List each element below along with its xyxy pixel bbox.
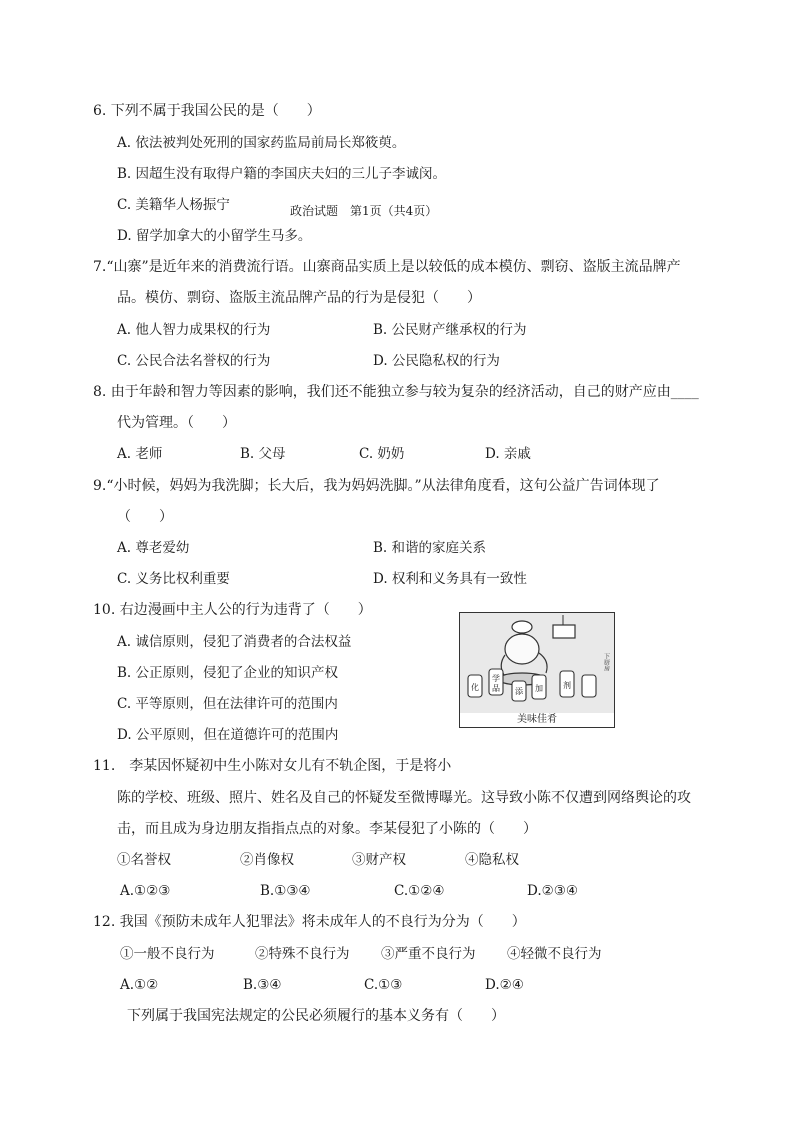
question-11-option-d: D.②③④ bbox=[527, 883, 578, 899]
question-8-stem-line1: 8. 由于年龄和智力等因素的影响，我们还不能独立参与较为复杂的经济活动，自己的财产应由____ bbox=[93, 384, 699, 400]
question-10-option-d: D. 公平原则，但在道德许可的范围内 bbox=[117, 727, 339, 743]
question-12-stem: 12. 我国《预防未成年人犯罪法》将未成年人的不良行为分为（ ） bbox=[93, 914, 526, 930]
question-9-option-c: C. 义务比权利重要 bbox=[117, 571, 230, 587]
question-11-stem-line3: 击，而且成为身边朋友指指点点的对象。李某侵犯了小陈的（ ） bbox=[117, 821, 537, 837]
question-11-option-c: C.①②④ bbox=[394, 883, 445, 899]
question-13-stem: 下列属于我国宪法规定的公民必须履行的基本义务有（ ） bbox=[127, 1008, 505, 1024]
question-11-item-2: ②肖像权 bbox=[240, 852, 294, 868]
question-10-option-a: A. 诚信原则，侵犯了消费者的合法权益 bbox=[117, 634, 352, 650]
question-6-option-c: C. 美籍华人杨振宁 bbox=[117, 197, 230, 213]
question-9-stem-line1: 9.“小时候，妈妈为我洗脚；长大后，我为妈妈洗脚。”从法律角度看，这句公益广告词体现了 bbox=[93, 478, 660, 494]
question-9-option-d: D. 权利和义务具有一致性 bbox=[373, 571, 527, 587]
question-8-option-d: D. 亲戚 bbox=[485, 446, 531, 462]
question-9-option-b: B. 和谐的家庭关系 bbox=[373, 540, 487, 556]
question-9-stem-line2: （ ） bbox=[117, 509, 173, 525]
bottle-label: 化 bbox=[471, 683, 479, 692]
bottle-label: 添 bbox=[515, 687, 523, 696]
question-10-option-b: B. 公正原则，侵犯了企业的知识产权 bbox=[117, 665, 339, 681]
question-12-option-b: B.③④ bbox=[243, 977, 282, 993]
question-8-stem-line2: 代为管理。（ ） bbox=[117, 415, 236, 431]
question-10-stem: 10. 右边漫画中主人公的行为违背了（ ） bbox=[93, 602, 372, 618]
question-6-option-b: B. 因超生没有取得户籍的李国庆夫妇的三儿子李诚闵。 bbox=[117, 166, 447, 182]
chef-cartoon-drawing bbox=[460, 613, 614, 713]
question-8-option-c: C. 奶奶 bbox=[359, 446, 405, 462]
chef-hat-icon bbox=[512, 621, 532, 633]
bottle-label: 加 bbox=[535, 684, 543, 693]
question-9-option-a: A. 尊老爱幼 bbox=[117, 540, 190, 556]
bottle-label: 品 bbox=[492, 684, 500, 693]
question-10-option-c: C. 平等原则，但在法律许可的范围内 bbox=[117, 696, 338, 712]
question-7-option-c: C. 公民合法名誉权的行为 bbox=[117, 353, 271, 369]
cartoon-illustration bbox=[459, 612, 615, 728]
cartoon-side-sign: 下厨房 bbox=[602, 653, 610, 671]
question-12-option-d: D.②④ bbox=[485, 977, 524, 993]
question-11-option-b: B.①③④ bbox=[260, 883, 311, 899]
question-7-option-d: D. 公民隐私权的行为 bbox=[373, 353, 500, 369]
question-11-item-1: ①名誉权 bbox=[117, 852, 171, 868]
question-7-stem-line2: 品。模仿、剽窃、盗版主流品牌产品的行为是侵犯（ ） bbox=[117, 290, 481, 306]
question-11-item-4: ④隐私权 bbox=[465, 852, 519, 868]
cartoon-caption: 美味佳肴 bbox=[517, 714, 557, 725]
hanging-sign bbox=[553, 625, 575, 638]
question-6-option-d: D. 留学加拿大的小留学生马多。 bbox=[117, 228, 312, 244]
chef-figure bbox=[505, 634, 539, 664]
page-footer: 政治试题 第1页（共4页） bbox=[290, 204, 438, 218]
question-8-option-a: A. 老师 bbox=[117, 446, 163, 462]
question-12-item-2: ②特殊不良行为 bbox=[255, 946, 350, 962]
question-11-stem-line2: 陈的学校、班级、照片、姓名及自己的怀疑发至微博曝光。这导致小陈不仅遭到网络舆论的攻 bbox=[117, 790, 691, 806]
question-8-option-b: B. 父母 bbox=[240, 446, 286, 462]
question-12-item-1: ①一般不良行为 bbox=[120, 946, 215, 962]
question-6-option-a: A. 依法被判处死刑的国家药监局前局长郑筱萸。 bbox=[117, 135, 406, 151]
question-12-item-4: ④轻微不良行为 bbox=[507, 946, 602, 962]
question-12-item-3: ③严重不良行为 bbox=[381, 946, 476, 962]
bottle-label: 剂 bbox=[563, 681, 571, 690]
question-12-option-c: C.①③ bbox=[364, 977, 403, 993]
bottle-label: 学 bbox=[492, 674, 500, 683]
question-11-stem-line1: 11. 李某因怀疑初中生小陈对女儿有不轨企图，于是将小 bbox=[93, 758, 452, 774]
question-12-option-a: A.①② bbox=[120, 977, 159, 993]
question-7-option-b: B. 公民财产继承权的行为 bbox=[373, 322, 527, 338]
question-7-stem-line1: 7.“山寨”是近年来的消费流行语。山寨商品实质上是以较低的成本模仿、剽窃、盗版主流品牌产 bbox=[93, 259, 681, 275]
question-11-option-a: A.①②③ bbox=[120, 883, 171, 899]
question-11-item-3: ③财产权 bbox=[352, 852, 406, 868]
question-6-stem: 6. 下列不属于我国公民的是（ ） bbox=[93, 103, 321, 119]
question-7-option-a: A. 他人智力成果权的行为 bbox=[117, 322, 271, 338]
